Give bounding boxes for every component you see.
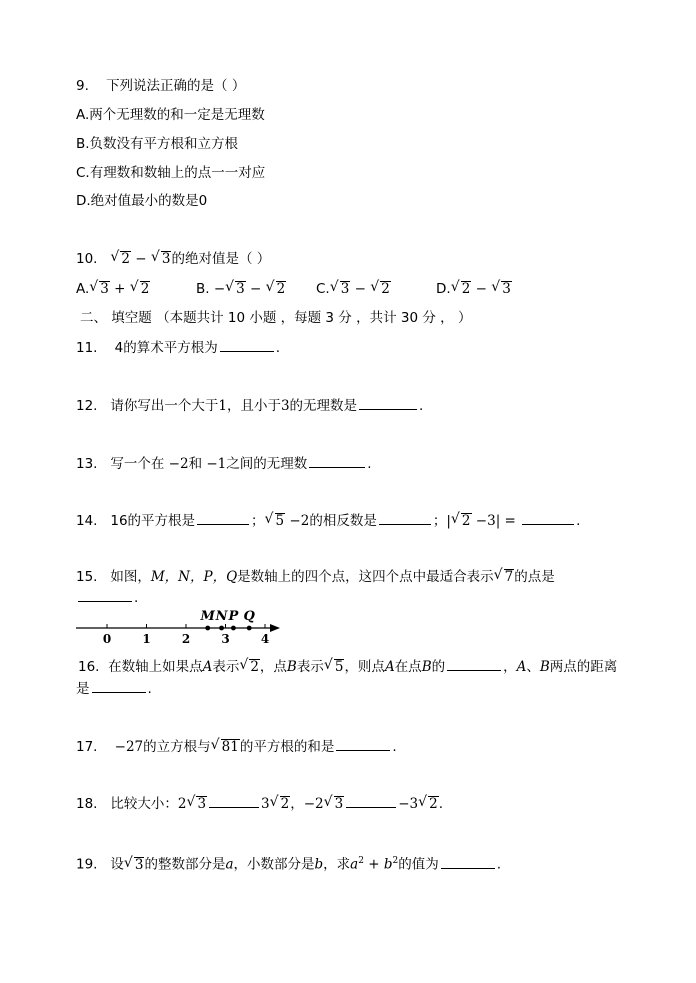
axis-tick-label: 4	[260, 632, 270, 646]
q10-option-a: A.√ 3 + √ 2	[76, 280, 150, 298]
q15: 15. 如图，M，N，P，Q是数轴上的四个点，这四个点中最适合表示√ 7的点是	[76, 568, 555, 586]
point-label-P: P	[228, 609, 239, 624]
q11: 11. 4的算术平方根为 .	[76, 340, 281, 356]
answer-blank[interactable]	[78, 588, 132, 602]
q14: 14. 16的平方根是 ；√ 5 −2的相反数是 ；|√ 2 −3| = .	[76, 511, 580, 530]
point-label-M: M	[200, 609, 215, 624]
answer-blank[interactable]	[336, 737, 390, 751]
q15-line2: .	[76, 588, 138, 607]
point-Q	[247, 626, 252, 631]
answer-blank[interactable]	[309, 454, 365, 468]
q9-option-a: A.两个无理数的和一定是无理数	[76, 107, 265, 123]
q10-number: 10.	[76, 251, 98, 267]
answer-blank[interactable]	[522, 511, 574, 525]
point-M	[205, 626, 210, 631]
answer-blank[interactable]	[346, 794, 396, 808]
answer-blank[interactable]	[379, 511, 431, 525]
q10-option-c: C.√ 3 − √ 2	[316, 280, 391, 298]
q9-stem	[76, 77, 245, 95]
q9-stem-text: 下列说法正确的是（ ）	[106, 78, 246, 94]
q9-option-b: B.负数没有平方根和立方根	[76, 136, 239, 152]
sqrt-2: √ 2	[111, 250, 131, 268]
answer-blank[interactable]	[92, 679, 146, 693]
sqrt-3: √ 3	[152, 250, 172, 268]
answer-blank[interactable]	[359, 396, 417, 410]
axis-arrow-icon	[270, 624, 280, 632]
q10-option-d: D.√ 2 − √ 3	[436, 280, 512, 298]
answer-blank[interactable]	[447, 657, 501, 671]
q17: 17. −27的立方根与√ 81的平方根的和是 .	[76, 737, 397, 756]
minus: −	[135, 251, 147, 267]
point-label-Q: Q	[243, 609, 255, 624]
axis-tick-label: 2	[181, 632, 191, 646]
q9-option-c: C.有理数和数轴上的点一一对应	[76, 165, 266, 181]
section-2-title: 二、 填空题 （本题共计 10 小题 ，每题 3 分 ，共计 30 分 ， ）	[80, 310, 472, 326]
answer-blank[interactable]	[209, 794, 259, 808]
q16-line2: 是 .	[76, 681, 152, 697]
q9-number: 9.	[76, 78, 89, 94]
q16: 16. 在数轴上如果点A表示√ 2，点B表示√ 5，则点A在点B的 ，A、B两点的距离	[78, 657, 617, 676]
q10-stem-tail: 的绝对值是（ ）	[171, 251, 271, 267]
q10-options	[76, 280, 536, 300]
q9-option-d: D.绝对值最小的数是0	[76, 193, 208, 209]
number-line-figure	[74, 604, 286, 650]
q10-stem	[76, 250, 270, 268]
axis-tick-label: 3	[221, 632, 230, 646]
q18: 18. 比较大小：2√ 3 3√ 2，−2√ 3 −3√ 2.	[76, 794, 443, 813]
axis-tick-label: 1	[142, 632, 151, 646]
answer-blank[interactable]	[197, 511, 249, 525]
answer-blank[interactable]	[441, 855, 495, 869]
point-P	[231, 626, 236, 631]
q19: 19. 设√ 3的整数部分是a，小数部分是b，求$a^2 + b^2$的值为 .	[76, 852, 501, 874]
q13: 13. 写一个在 −2和 −1之间的无理数 .	[76, 456, 372, 472]
point-label-N: N	[215, 609, 228, 624]
q10-option-b: B. −√ 3 − √ 2	[196, 280, 286, 298]
answer-blank[interactable]	[220, 338, 274, 352]
q12: 12. 请你写出一个大于1，且小于3的无理数是 .	[76, 398, 424, 414]
axis-tick-label: 0	[102, 632, 112, 646]
point-N	[219, 626, 224, 631]
